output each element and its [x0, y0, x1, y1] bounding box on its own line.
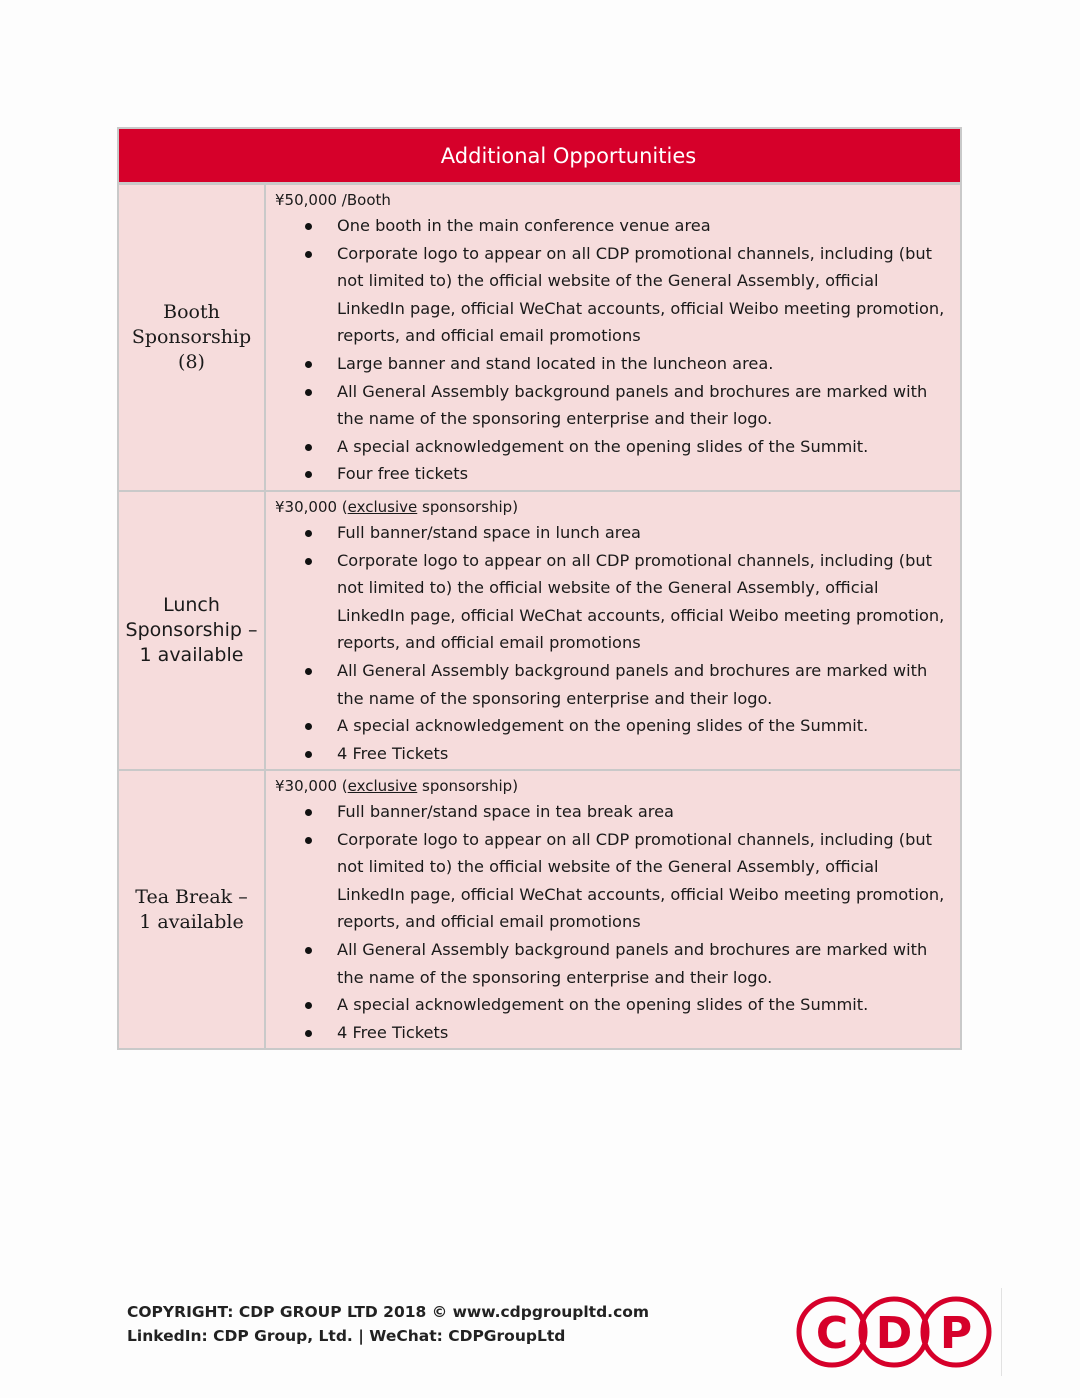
table-row-booth — [119, 185, 960, 490]
benefit-item: Full banner/stand space in tea break area — [275, 798, 950, 826]
price-line — [275, 496, 950, 519]
logo-letter-p: P — [939, 1308, 973, 1359]
row-label-cell — [119, 771, 266, 1048]
price-suffix: sponsorship) — [417, 777, 519, 795]
price-line: ¥50,000 /Booth — [275, 191, 391, 209]
footer-divider — [1001, 1288, 1002, 1376]
row-details-cell — [266, 771, 960, 1048]
benefit-item: Corporate logo to appear on all CDP promotional channels, including (but not limited to) the official website of the General Assembly, official LinkedIn page, official WeChat accounts, official Weibo meeting promotion, reports, and official email promotions — [275, 547, 950, 657]
benefit-item: Corporate logo to appear on all CDP promotional channels, including (but not limited to) the official website of the General Assembly, official LinkedIn page, official WeChat accounts, official Weibo meeting promotion, reports, and official email promotions — [275, 240, 950, 350]
benefit-item: All General Assembly background panels and brochures are marked with the name of the sponsoring enterprise and their logo. — [275, 936, 950, 991]
copyright-line: COPYRIGHT: CDP GROUP LTD 2018 © www.cdpgroupltd.com — [127, 1303, 650, 1321]
benefit-item: A special acknowledgement on the opening slides of the Summit. — [275, 433, 950, 461]
price-exclusive: exclusive — [347, 498, 418, 516]
footer — [127, 1300, 649, 1348]
benefit-item: Full banner/stand space in lunch area — [275, 519, 950, 547]
logo-letter-c: C — [815, 1308, 849, 1359]
price-suffix: sponsorship) — [417, 498, 519, 516]
row-label: Tea Break – 1 available — [135, 885, 248, 933]
benefit-item: All General Assembly background panels and brochures are marked with the name of the sponsoring enterprise and their logo. — [275, 378, 950, 433]
price-line — [275, 775, 950, 798]
benefit-list — [275, 798, 950, 1046]
opportunities-table — [117, 127, 962, 1050]
row-details-cell — [266, 185, 960, 490]
price-exclusive: exclusive — [347, 777, 418, 795]
benefit-item: Corporate logo to appear on all CDP promotional channels, including (but not limited to) the official website of the General Assembly, official LinkedIn page, official WeChat accounts, official Weibo meeting promotion, reports, and official email promotions — [275, 826, 950, 936]
benefit-item: All General Assembly background panels and brochures are marked with the name of the sponsoring enterprise and their logo. — [275, 657, 950, 712]
benefit-item: A special acknowledgement on the opening slides of the Summit. — [275, 712, 950, 740]
table-row-tea-break — [119, 769, 960, 1048]
benefit-item: Four free tickets — [275, 460, 950, 488]
price-amount: ¥30,000 ( — [275, 498, 348, 516]
benefit-item: 4 Free Tickets — [275, 1019, 950, 1047]
table-title: Additional Opportunities — [119, 129, 960, 185]
benefit-item: 4 Free Tickets — [275, 740, 950, 768]
benefit-item: One booth in the main conference venue area — [275, 212, 950, 240]
row-label-cell — [119, 185, 266, 490]
row-label: Lunch Sponsorship – 1 available — [125, 594, 258, 666]
benefit-item: Large banner and stand located in the luncheon area. — [275, 350, 950, 378]
benefit-list — [275, 519, 950, 767]
table-row-lunch — [119, 490, 960, 769]
row-label: Booth Sponsorship (8) — [131, 301, 252, 373]
price-amount: ¥30,000 ( — [275, 777, 348, 795]
cdp-logo — [796, 1294, 992, 1370]
benefit-item: A special acknowledgement on the opening slides of the Summit. — [275, 991, 950, 1019]
row-label-cell — [119, 492, 266, 769]
row-details-cell — [266, 492, 960, 769]
logo-letter-d: D — [875, 1308, 913, 1359]
benefit-list — [275, 212, 950, 488]
social-line: LinkedIn: CDP Group, Ltd. | WeChat: CDPGroupLtd — [127, 1327, 566, 1345]
